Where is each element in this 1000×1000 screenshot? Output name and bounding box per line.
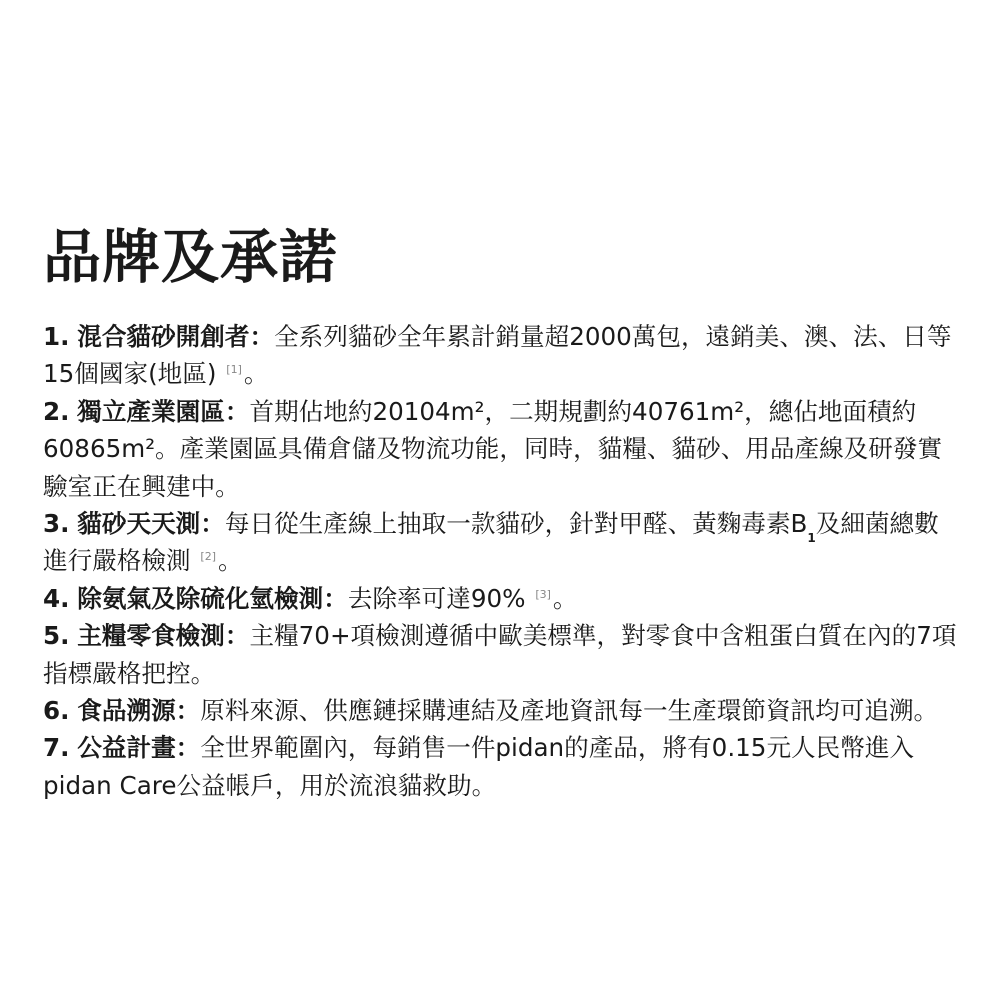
item-number: 3. <box>43 509 70 539</box>
item-end: 。 <box>218 546 243 576</box>
item-text: 首期佔地約20104m²，二期規劃約40761m²，總佔地面積約60865m²。產業園區具備倉儲及物流功能，同時，貓糧、貓砂、用品產線及研發實驗室正在興建中。 <box>43 396 943 501</box>
commitment-item-1 <box>43 318 963 393</box>
commitment-item-7 <box>43 729 963 804</box>
item-heading: 主糧零食檢測： <box>77 621 250 651</box>
page-title: 品牌及承諾 <box>43 223 339 291</box>
item-text: 原料來源、供應鏈採購連結及產地資訊每一生產環節資訊均可追溯。 <box>200 696 939 726</box>
item-number: 2. <box>43 396 70 426</box>
item-text: 每日從生產線上抽取一款貓砂，針對甲醛、黃麴毒素B <box>224 509 808 539</box>
item-text: 全世界範圍內，每銷售一件pidan的產品，將有0.15元人民幣進入pidan Care公益帳戶，用於流浪貓救助。 <box>43 733 915 800</box>
commitment-list <box>43 318 963 804</box>
commitment-item-4 <box>43 580 963 617</box>
footnote-ref-1: [1] <box>226 363 242 377</box>
commitment-item-2 <box>43 393 963 505</box>
item-end: 。 <box>243 359 269 389</box>
commitment-item-3 <box>43 505 963 580</box>
brand-commitment-section <box>43 222 963 804</box>
item-heading: 獨立產業園區： <box>77 396 250 426</box>
item-heading: 食品溯源： <box>77 696 201 726</box>
item-heading: 貓砂天天測： <box>77 509 225 539</box>
item-number: 4. <box>43 583 70 613</box>
item-number: 7. <box>43 733 70 763</box>
item-number: 1. <box>43 322 70 351</box>
item-number: 5. <box>43 621 70 651</box>
item-heading: 除氨氣及除硫化氫檢測： <box>77 583 348 613</box>
item-heading: 混合貓砂開創者： <box>77 322 275 351</box>
item-heading: 公益計畫： <box>77 733 201 763</box>
item-text: 全系列貓砂全年累計銷量超2000萬包，遠銷美、澳、法、日等15個國家(地區) <box>43 322 952 389</box>
item-end: 。 <box>552 583 578 613</box>
footnote-ref-3: [3] <box>535 587 551 601</box>
item-text: 去除率可達90% <box>347 583 526 613</box>
commitment-item-6 <box>43 692 963 729</box>
item-text-continued: 及細菌總數進行嚴格檢測 <box>43 509 939 576</box>
subscript: 1 <box>807 531 816 546</box>
item-number: 6. <box>43 696 70 726</box>
item-text: 主糧70+項檢測遵循中歐美標準，對零食中含粗蛋白質在內的7項指標嚴格把控。 <box>43 621 957 688</box>
footnote-ref-2: [2] <box>200 550 216 564</box>
commitment-item-5 <box>43 617 963 692</box>
